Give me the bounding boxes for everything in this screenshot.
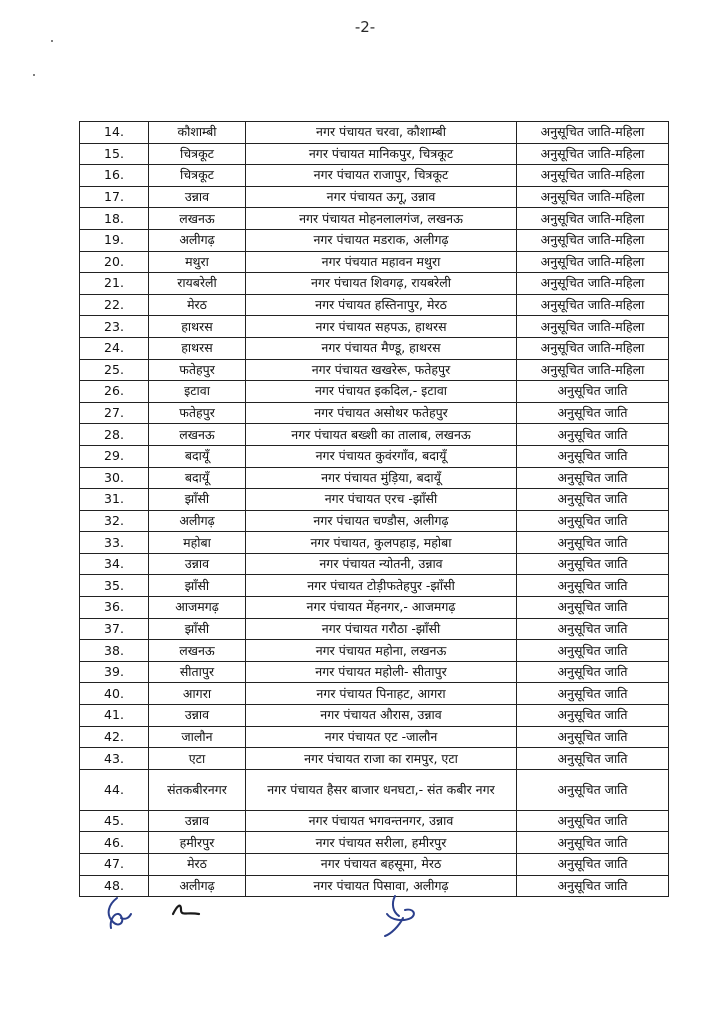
- table-row: [80, 273, 669, 295]
- district-cell: चित्रकूट: [149, 143, 246, 165]
- reservation-table: [79, 121, 669, 897]
- page-number: -2-: [354, 18, 376, 36]
- district-cell: हाथरस: [149, 316, 246, 338]
- category-cell: अनुसूचित जाति: [517, 705, 669, 727]
- row-number: 37.: [80, 618, 149, 640]
- category-cell: अनुसूचित जाति: [517, 748, 669, 770]
- district-cell: उन्नाव: [149, 186, 246, 208]
- category-cell: अनुसूचित जाति-महिला: [517, 143, 669, 165]
- category-cell: अनुसूचित जाति: [517, 640, 669, 662]
- category-cell: अनुसूचित जाति: [517, 575, 669, 597]
- table-row: [80, 510, 669, 532]
- category-cell: अनुसूचित जाति-महिला: [517, 273, 669, 295]
- district-cell: बदायूँ: [149, 445, 246, 467]
- district-cell: अलीगढ़: [149, 229, 246, 251]
- nagar-panchayat-cell: नगर पंचायत औरास, उन्नाव: [246, 705, 517, 727]
- table-row: [80, 810, 669, 832]
- row-number: 43.: [80, 748, 149, 770]
- district-cell: इटावा: [149, 381, 246, 403]
- category-cell: अनुसूचित जाति-महिला: [517, 186, 669, 208]
- table-row: [80, 186, 669, 208]
- nagar-panchayat-cell: नगर पंचायत बख्शी का तालाब, लखनऊ: [246, 424, 517, 446]
- nagar-panchayat-cell: नगर पंचयात महावन मथुरा: [246, 251, 517, 273]
- table-row: [80, 489, 669, 511]
- table-row: [80, 467, 669, 489]
- row-number: 18.: [80, 208, 149, 230]
- district-cell: रायबरेली: [149, 273, 246, 295]
- row-number: 16.: [80, 165, 149, 187]
- district-cell: उन्नाव: [149, 553, 246, 575]
- nagar-panchayat-cell: नगर पंचायत चण्डौस, अलीगढ़: [246, 510, 517, 532]
- category-cell: अनुसूचित जाति-महिला: [517, 122, 669, 144]
- category-cell: अनुसूचित जाति: [517, 661, 669, 683]
- row-number: 44.: [80, 769, 149, 810]
- category-cell: अनुसूचित जाति-महिला: [517, 251, 669, 273]
- row-number: 48.: [80, 875, 149, 897]
- category-cell: अनुसूचित जाति: [517, 445, 669, 467]
- row-number: 33.: [80, 532, 149, 554]
- category-cell: अनुसूचित जाति: [517, 726, 669, 748]
- nagar-panchayat-cell: नगर पंचायत मैण्डू, हाथरस: [246, 337, 517, 359]
- table-row: [80, 854, 669, 876]
- signature-2: [173, 906, 199, 914]
- row-number: 40.: [80, 683, 149, 705]
- nagar-panchayat-cell: नगर पंचायत महोली- सीतापुर: [246, 661, 517, 683]
- row-number: 24.: [80, 337, 149, 359]
- category-cell: अनुसूचित जाति: [517, 875, 669, 897]
- row-number: 35.: [80, 575, 149, 597]
- table-row: [80, 532, 669, 554]
- table-row: [80, 553, 669, 575]
- row-number: 32.: [80, 510, 149, 532]
- signature-1: [109, 898, 131, 928]
- nagar-panchayat-cell: नगर पंचायत न्योतनी, उन्नाव: [246, 553, 517, 575]
- category-cell: अनुसूचित जाति: [517, 810, 669, 832]
- nagar-panchayat-cell: नगर पंचायत पिसावा, अलीगढ़: [246, 875, 517, 897]
- row-number: 30.: [80, 467, 149, 489]
- category-cell: अनुसूचित जाति: [517, 424, 669, 446]
- row-number: 25.: [80, 359, 149, 381]
- row-number: 20.: [80, 251, 149, 273]
- table-row: [80, 597, 669, 619]
- category-cell: अनुसूचित जाति-महिला: [517, 165, 669, 187]
- table-row: [80, 316, 669, 338]
- row-number: 36.: [80, 597, 149, 619]
- category-cell: अनुसूचित जाति: [517, 618, 669, 640]
- table-row: [80, 769, 669, 810]
- nagar-panchayat-cell: नगर पंचायत मडराक, अलीगढ़: [246, 229, 517, 251]
- row-number: 19.: [80, 229, 149, 251]
- nagar-panchayat-cell: नगर पंचायत हैसर बाजार धनघटा,- संत कबीर नगर: [246, 769, 517, 810]
- category-cell: अनुसूचित जाति: [517, 489, 669, 511]
- table-row: [80, 683, 669, 705]
- nagar-panchayat-cell: नगर पंचायत मोहनलालगंज, लखनऊ: [246, 208, 517, 230]
- nagar-panchayat-cell: नगर पंचायत, कुलपहाड़, महोबा: [246, 532, 517, 554]
- row-number: 26.: [80, 381, 149, 403]
- table-row: [80, 445, 669, 467]
- district-cell: लखनऊ: [149, 208, 246, 230]
- signature-area: [95, 892, 455, 942]
- district-cell: झाँसी: [149, 618, 246, 640]
- table-row: [80, 381, 669, 403]
- nagar-panchayat-cell: नगर पंचायत महोना, लखनऊ: [246, 640, 517, 662]
- district-cell: संतकबीरनगर: [149, 769, 246, 810]
- row-number: 14.: [80, 122, 149, 144]
- row-number: 38.: [80, 640, 149, 662]
- table-row: [80, 424, 669, 446]
- nagar-panchayat-cell: नगर पंचायत बहसूमा, मेरठ: [246, 854, 517, 876]
- table-row: [80, 748, 669, 770]
- nagar-panchayat-cell: नगर पंचायत मेंहनगर,- आजमगढ़: [246, 597, 517, 619]
- district-cell: झाँसी: [149, 489, 246, 511]
- district-cell: जालौन: [149, 726, 246, 748]
- table-row: [80, 208, 669, 230]
- reservation-table-body: [80, 122, 669, 897]
- category-cell: अनुसूचित जाति-महिला: [517, 208, 669, 230]
- category-cell: अनुसूचित जाति-महिला: [517, 229, 669, 251]
- table-row: [80, 165, 669, 187]
- table-row: [80, 661, 669, 683]
- category-cell: अनुसूचित जाति-महिला: [517, 316, 669, 338]
- district-cell: लखनऊ: [149, 640, 246, 662]
- row-number: 29.: [80, 445, 149, 467]
- category-cell: अनुसूचित जाति-महिला: [517, 294, 669, 316]
- row-number: 42.: [80, 726, 149, 748]
- nagar-panchayat-cell: नगर पंचायत राजापुर, चित्रकूट: [246, 165, 517, 187]
- nagar-panchayat-cell: नगर पंचायत पिनाहट, आगरा: [246, 683, 517, 705]
- district-cell: फतेहपुर: [149, 359, 246, 381]
- district-cell: लखनऊ: [149, 424, 246, 446]
- district-cell: फतेहपुर: [149, 402, 246, 424]
- table-row: [80, 251, 669, 273]
- district-cell: मथुरा: [149, 251, 246, 273]
- category-cell: अनुसूचित जाति: [517, 854, 669, 876]
- row-number: 31.: [80, 489, 149, 511]
- nagar-panchayat-cell: नगर पंचायत टोड़ीफतेहपुर -झाँसी: [246, 575, 517, 597]
- nagar-panchayat-cell: नगर पंचायत इकदिल,- इटावा: [246, 381, 517, 403]
- row-number: 27.: [80, 402, 149, 424]
- category-cell: अनुसूचित जाति: [517, 597, 669, 619]
- district-cell: हाथरस: [149, 337, 246, 359]
- table-row: [80, 402, 669, 424]
- table-row: [80, 640, 669, 662]
- district-cell: हमीरपुर: [149, 832, 246, 854]
- nagar-panchayat-cell: नगर पंचायत चरवा, कौशाम्बी: [246, 122, 517, 144]
- nagar-panchayat-cell: नगर पंचायत शिवगढ़, रायबरेली: [246, 273, 517, 295]
- row-number: 41.: [80, 705, 149, 727]
- row-number: 47.: [80, 854, 149, 876]
- table-row: [80, 294, 669, 316]
- category-cell: अनुसूचित जाति: [517, 683, 669, 705]
- row-number: 45.: [80, 810, 149, 832]
- nagar-panchayat-cell: नगर पंचायत एरच -झाँसी: [246, 489, 517, 511]
- nagar-panchayat-cell: नगर पंचायत ऊगू, उन्नाव: [246, 186, 517, 208]
- district-cell: सीतापुर: [149, 661, 246, 683]
- district-cell: मेरठ: [149, 294, 246, 316]
- scan-speck: [51, 40, 53, 42]
- nagar-panchayat-cell: नगर पंचायत गरौठा -झाँसी: [246, 618, 517, 640]
- nagar-panchayat-cell: नगर पंचायत सरीला, हमीरपुर: [246, 832, 517, 854]
- row-number: 21.: [80, 273, 149, 295]
- table-row: [80, 122, 669, 144]
- scan-speck: [33, 74, 35, 76]
- table-row: [80, 705, 669, 727]
- category-cell: अनुसूचित जाति: [517, 402, 669, 424]
- table-row: [80, 359, 669, 381]
- row-number: 23.: [80, 316, 149, 338]
- district-cell: मेरठ: [149, 854, 246, 876]
- category-cell: अनुसूचित जाति: [517, 769, 669, 810]
- row-number: 22.: [80, 294, 149, 316]
- district-cell: अलीगढ़: [149, 875, 246, 897]
- table-row: [80, 575, 669, 597]
- nagar-panchayat-cell: नगर पंचायत असोथर फतेहपुर: [246, 402, 517, 424]
- district-cell: अलीगढ़: [149, 510, 246, 532]
- nagar-panchayat-cell: नगर पंचायत भगवन्तनगर, उन्नाव: [246, 810, 517, 832]
- category-cell: अनुसूचित जाति: [517, 381, 669, 403]
- category-cell: अनुसूचित जाति: [517, 467, 669, 489]
- category-cell: अनुसूचित जाति-महिला: [517, 337, 669, 359]
- district-cell: उन्नाव: [149, 705, 246, 727]
- signature-3: [385, 896, 414, 936]
- row-number: 39.: [80, 661, 149, 683]
- category-cell: अनुसूचित जाति-महिला: [517, 359, 669, 381]
- district-cell: कौशाम्बी: [149, 122, 246, 144]
- district-cell: आजमगढ़: [149, 597, 246, 619]
- district-cell: चित्रकूट: [149, 165, 246, 187]
- nagar-panchayat-cell: नगर पंचायत हस्तिनापुर, मेरठ: [246, 294, 517, 316]
- district-cell: उन्नाव: [149, 810, 246, 832]
- nagar-panchayat-cell: नगर पंचायत मानिकपुर, चित्रकूट: [246, 143, 517, 165]
- nagar-panchayat-cell: नगर पंचायत कुवंरगाँव, बदायूँ: [246, 445, 517, 467]
- nagar-panchayat-cell: नगर पंचायत एट -जालौन: [246, 726, 517, 748]
- row-number: 46.: [80, 832, 149, 854]
- nagar-panchayat-cell: नगर पंचायत मुंड़िया, बदायूँ: [246, 467, 517, 489]
- district-cell: महोबा: [149, 532, 246, 554]
- table-row: [80, 143, 669, 165]
- district-cell: एटा: [149, 748, 246, 770]
- nagar-panchayat-cell: नगर पंचायत सहपऊ, हाथरस: [246, 316, 517, 338]
- nagar-panchayat-cell: नगर पंचायत राजा का रामपुर, एटा: [246, 748, 517, 770]
- category-cell: अनुसूचित जाति: [517, 832, 669, 854]
- signatures-graphic: [95, 892, 455, 942]
- row-number: 17.: [80, 186, 149, 208]
- district-cell: बदायूँ: [149, 467, 246, 489]
- category-cell: अनुसूचित जाति: [517, 532, 669, 554]
- table-row: [80, 337, 669, 359]
- row-number: 34.: [80, 553, 149, 575]
- row-number: 28.: [80, 424, 149, 446]
- table-row: [80, 229, 669, 251]
- table-row: [80, 832, 669, 854]
- table-row: [80, 618, 669, 640]
- category-cell: अनुसूचित जाति: [517, 510, 669, 532]
- nagar-panchayat-cell: नगर पंचायत खखरेरू, फतेहपुर: [246, 359, 517, 381]
- row-number: 15.: [80, 143, 149, 165]
- district-cell: झाँसी: [149, 575, 246, 597]
- table-row: [80, 726, 669, 748]
- district-cell: आगरा: [149, 683, 246, 705]
- category-cell: अनुसूचित जाति: [517, 553, 669, 575]
